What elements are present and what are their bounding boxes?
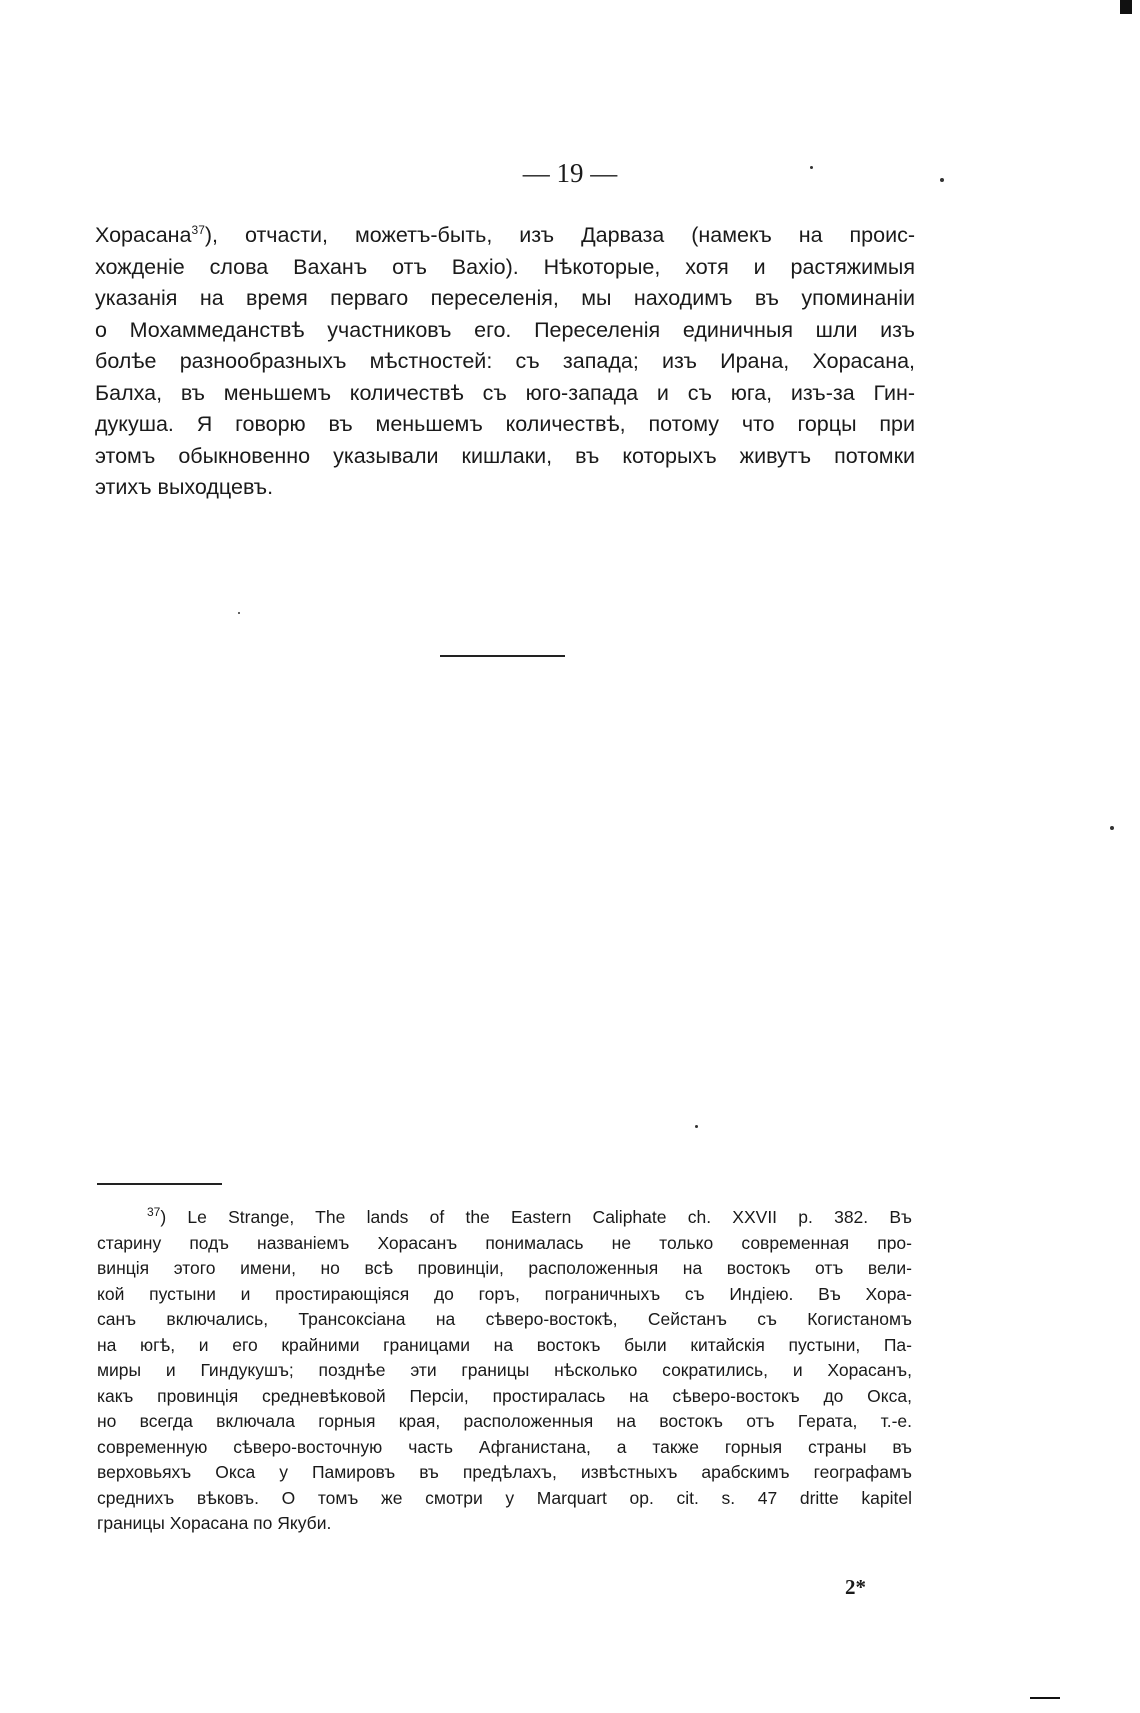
main-text [95, 220, 915, 504]
footnote-line: старину подъ названіемъ Хорасанъ понималась не только современная про- [97, 1232, 912, 1253]
footnote-separator [97, 1183, 222, 1185]
scan-speck [940, 178, 944, 182]
main-text-line: Балха, въ меньшемъ количествѣ съ юго-запада и съ юга, изъ-за Гин- [95, 380, 915, 405]
footnote-line: какъ провинція средневѣковой Персіи, простиралась на сѣверо-востокъ до Окса, [97, 1385, 912, 1406]
footnote-line: $^{37}$) Le Strange, The lands of the Eastern Caliphate ch. XXVII p. 382. Въ [147, 1205, 912, 1227]
footnote-line: верховьяхъ Окса у Памировъ въ предѣлахъ, извѣстныхъ арабскимъ географамъ [97, 1462, 912, 1482]
scan-speck [1110, 826, 1114, 830]
footnote-line: кой пустыни и простирающіяся до горъ, пограничныхъ съ Индіею. Въ Хора- [97, 1283, 912, 1304]
footnote-line: миры и Гиндукушъ; позднѣе эти границы нѣсколько сократились, и Хорасанъ, [97, 1360, 912, 1380]
scan-edge-mark [1030, 1697, 1060, 1699]
footnote-reference: 37 [191, 222, 205, 237]
footnote-line: санъ включались, Трансоксіана на сѣверо-востокѣ, Сейстанъ съ Когистаномъ [97, 1309, 912, 1329]
scan-edge-mark [1120, 0, 1132, 14]
printer-signature-mark: 2* [845, 1575, 866, 1599]
scan-speck [695, 1125, 698, 1128]
footnote-line: современную сѣверо-восточную часть Афганистана, а также горныя страны въ [97, 1436, 912, 1457]
main-text-line: этомъ обыкновенно указывали кишлаки, въ которыхъ живутъ потомки [95, 443, 915, 468]
footnote-line: границы Хорасана по Якуби. [97, 1513, 332, 1533]
main-text-line: Хорасана$^{37}$), отчасти, можетъ-быть, изъ Дарваза (намекъ на проис- [95, 222, 915, 247]
main-text-line: указанія на время перваго переселенія, мы находимъ въ упоминаніи [95, 286, 915, 310]
main-text-line: дукуша. Я говорю въ меньшемъ количествѣ, потому что горцы при [95, 412, 915, 436]
page-number: — 19 — [522, 158, 618, 188]
main-text-line: о Мохаммеданствѣ участниковъ его. Переселенія единичныя шли изъ [95, 317, 915, 342]
section-divider [440, 655, 565, 657]
main-text-line: хожденіе слова Ваханъ отъ Вахіо). Нѣкоторые, хотя и растяжимыя [95, 254, 915, 279]
scan-speck [238, 612, 240, 614]
footnote-line: на югѣ, и его крайними границами на востокъ были китайскія пустыни, Па- [97, 1334, 912, 1355]
footnote-marker: 37 [147, 1205, 161, 1220]
footnote [97, 1205, 912, 1537]
footnote-line: среднихъ вѣковъ. О томъ же смотри у Marquart op. cit. s. 47 dritte kapitel [97, 1487, 912, 1508]
main-text-line: этихъ выходцевъ. [95, 475, 274, 499]
scan-speck [810, 166, 813, 169]
footnote-line: но всегда включала горныя края, расположенныя на востокъ отъ Герата, т.-е. [97, 1411, 912, 1431]
footnote-line: винція этого имени, но всѣ провинціи, расположенныя на востокъ отъ вели- [97, 1258, 912, 1278]
main-text-line: болѣе разнообразныхъ мѣстностей: съ запада; изъ Ирана, Хорасана, [95, 349, 915, 373]
